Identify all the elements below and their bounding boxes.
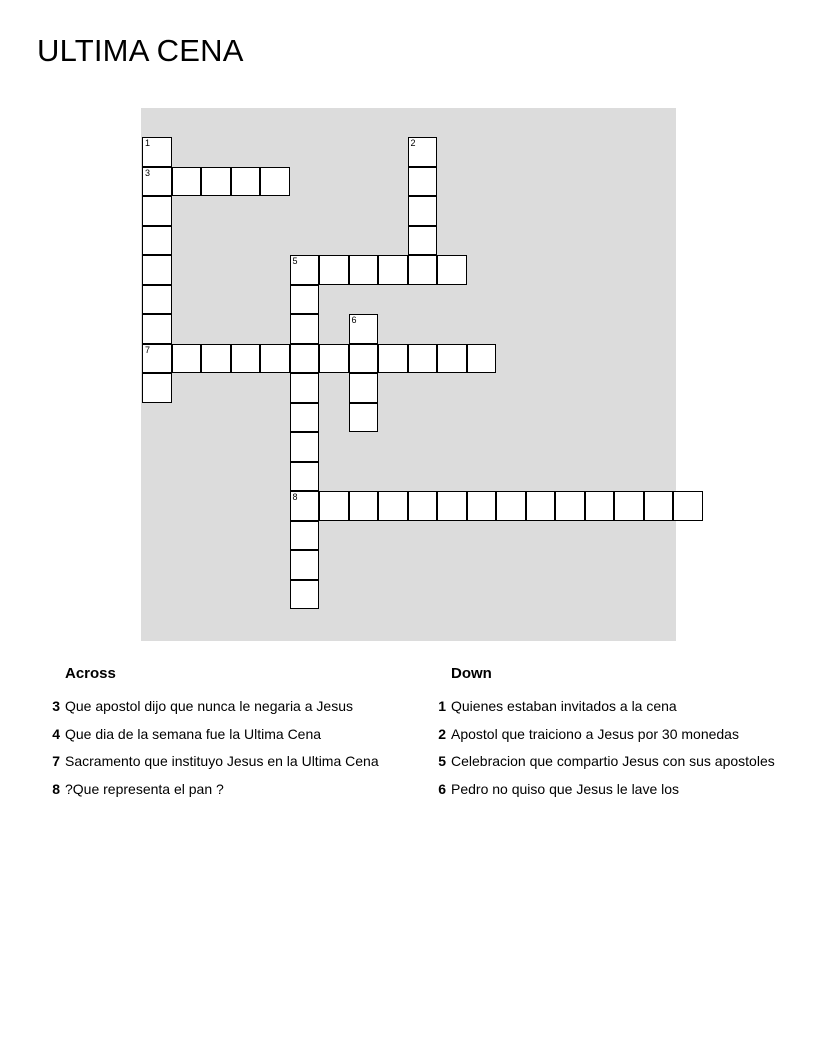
- across-clue: [52, 752, 379, 780]
- crossword-cell[interactable]: [408, 167, 438, 197]
- clue-text: Pedro no quiso que Jesus le lave los: [451, 780, 680, 797]
- crossword-cell[interactable]: [142, 255, 172, 285]
- crossword-cell[interactable]: [349, 491, 379, 521]
- crossword-cell[interactable]: [142, 137, 172, 167]
- clue-text: Quienes estaban invitados a la cena: [451, 698, 677, 714]
- crossword-cell[interactable]: [319, 255, 349, 285]
- crossword-cell[interactable]: [467, 491, 497, 521]
- crossword-cell[interactable]: [614, 491, 644, 521]
- crossword-cell[interactable]: [290, 373, 320, 403]
- clue-number-label: 7: [145, 344, 151, 355]
- crossword-cell[interactable]: [142, 373, 172, 403]
- crossword-cell[interactable]: [142, 314, 172, 344]
- clue-number: 4: [52, 725, 60, 742]
- crossword-cell[interactable]: [201, 167, 231, 197]
- crossword-cell[interactable]: [290, 462, 320, 492]
- crossword-cell[interactable]: [526, 491, 556, 521]
- crossword-cell[interactable]: [201, 344, 231, 374]
- clue-number-label: 3: [145, 167, 151, 178]
- clue-number: 7: [52, 753, 60, 769]
- crossword-cell[interactable]: [172, 344, 202, 374]
- across-clue: [52, 697, 379, 725]
- crossword-cell[interactable]: [290, 285, 320, 315]
- down-clue-list: [438, 697, 775, 807]
- crossword-cell[interactable]: [290, 432, 320, 462]
- crossword-cell[interactable]: [172, 167, 202, 197]
- crossword-cell[interactable]: [585, 491, 615, 521]
- down-clue: [438, 725, 775, 753]
- crossword-cell[interactable]: [349, 314, 379, 344]
- clue-text: ?Que representa el pan ?: [65, 780, 224, 797]
- crossword-cell[interactable]: [349, 255, 379, 285]
- across-clue-list: [52, 697, 379, 807]
- crossword-cell[interactable]: [408, 491, 438, 521]
- crossword-cell[interactable]: [349, 403, 379, 433]
- crossword-cell[interactable]: [142, 167, 172, 197]
- crossword-cell[interactable]: [467, 344, 497, 374]
- crossword-cell[interactable]: [142, 226, 172, 256]
- across-clue: [52, 780, 379, 808]
- crossword-cell[interactable]: [142, 344, 172, 374]
- clue-number: 8: [52, 780, 60, 797]
- clue-number-label: 5: [292, 256, 298, 266]
- crossword-cell[interactable]: [408, 137, 438, 167]
- page-title: ULTIMA CENA: [37, 33, 244, 68]
- clue-number-label: 6: [351, 315, 357, 325]
- crossword-cell[interactable]: [378, 344, 408, 374]
- crossword-grid: [141, 108, 676, 641]
- across-heading: Across: [65, 665, 116, 682]
- crossword-cell[interactable]: [290, 550, 320, 580]
- crossword-cell[interactable]: [290, 255, 320, 285]
- crossword-cell[interactable]: [408, 226, 438, 256]
- crossword-cell[interactable]: [349, 373, 379, 403]
- crossword-cell[interactable]: [290, 403, 320, 433]
- clue-text: Sacramento que instituyo Jesus en la Ultima Cena: [65, 753, 379, 769]
- crossword-cell[interactable]: [290, 491, 320, 521]
- crossword-cell[interactable]: [231, 167, 261, 197]
- crossword-cell[interactable]: [437, 491, 467, 521]
- crossword-cell[interactable]: [349, 344, 379, 374]
- crossword-cell[interactable]: [378, 255, 408, 285]
- clue-number-label: 2: [410, 138, 416, 148]
- down-clue: [438, 780, 775, 808]
- crossword-cell[interactable]: [644, 491, 674, 521]
- crossword-cell[interactable]: [555, 491, 585, 521]
- crossword-cell[interactable]: [290, 314, 320, 344]
- crossword-cell[interactable]: [290, 521, 320, 551]
- crossword-cell[interactable]: [408, 196, 438, 226]
- down-clue: [438, 697, 775, 725]
- down-clue: [438, 752, 775, 780]
- crossword-cell[interactable]: [378, 491, 408, 521]
- clue-number: 5: [438, 753, 446, 769]
- crossword-cell[interactable]: [437, 344, 467, 374]
- crossword-cell[interactable]: [437, 255, 467, 285]
- clue-text: Apostol que traiciono a Jesus por 30 monedas: [451, 725, 739, 742]
- crossword-cell[interactable]: [319, 344, 349, 374]
- crossword-cell[interactable]: [142, 285, 172, 315]
- down-heading: Down: [451, 665, 492, 682]
- crossword-cell[interactable]: [290, 344, 320, 374]
- crossword-cell[interactable]: [290, 580, 320, 610]
- crossword-cell[interactable]: [673, 491, 703, 521]
- clue-number-label: 8: [292, 492, 298, 502]
- clue-text: Que dia de la semana fue la Ultima Cena: [65, 725, 322, 742]
- crossword-cell[interactable]: [142, 196, 172, 226]
- clue-number: 2: [438, 725, 446, 742]
- crossword-cell[interactable]: [231, 344, 261, 374]
- clue-number: 3: [52, 698, 60, 714]
- clue-number: 6: [438, 780, 446, 797]
- clue-number: 1: [438, 698, 446, 714]
- crossword-cell[interactable]: [408, 255, 438, 285]
- crossword-cell[interactable]: [260, 167, 290, 197]
- crossword-cell[interactable]: [319, 491, 349, 521]
- crossword-cell[interactable]: [260, 344, 290, 374]
- clue-number-label: 1: [145, 138, 151, 148]
- clue-text: Que apostol dijo que nunca le negaria a Jesus: [65, 698, 353, 714]
- crossword-cell[interactable]: [408, 344, 438, 374]
- clue-text: Celebracion que compartio Jesus con sus apostoles: [451, 753, 775, 769]
- across-clue: [52, 725, 379, 753]
- crossword-cell[interactable]: [496, 491, 526, 521]
